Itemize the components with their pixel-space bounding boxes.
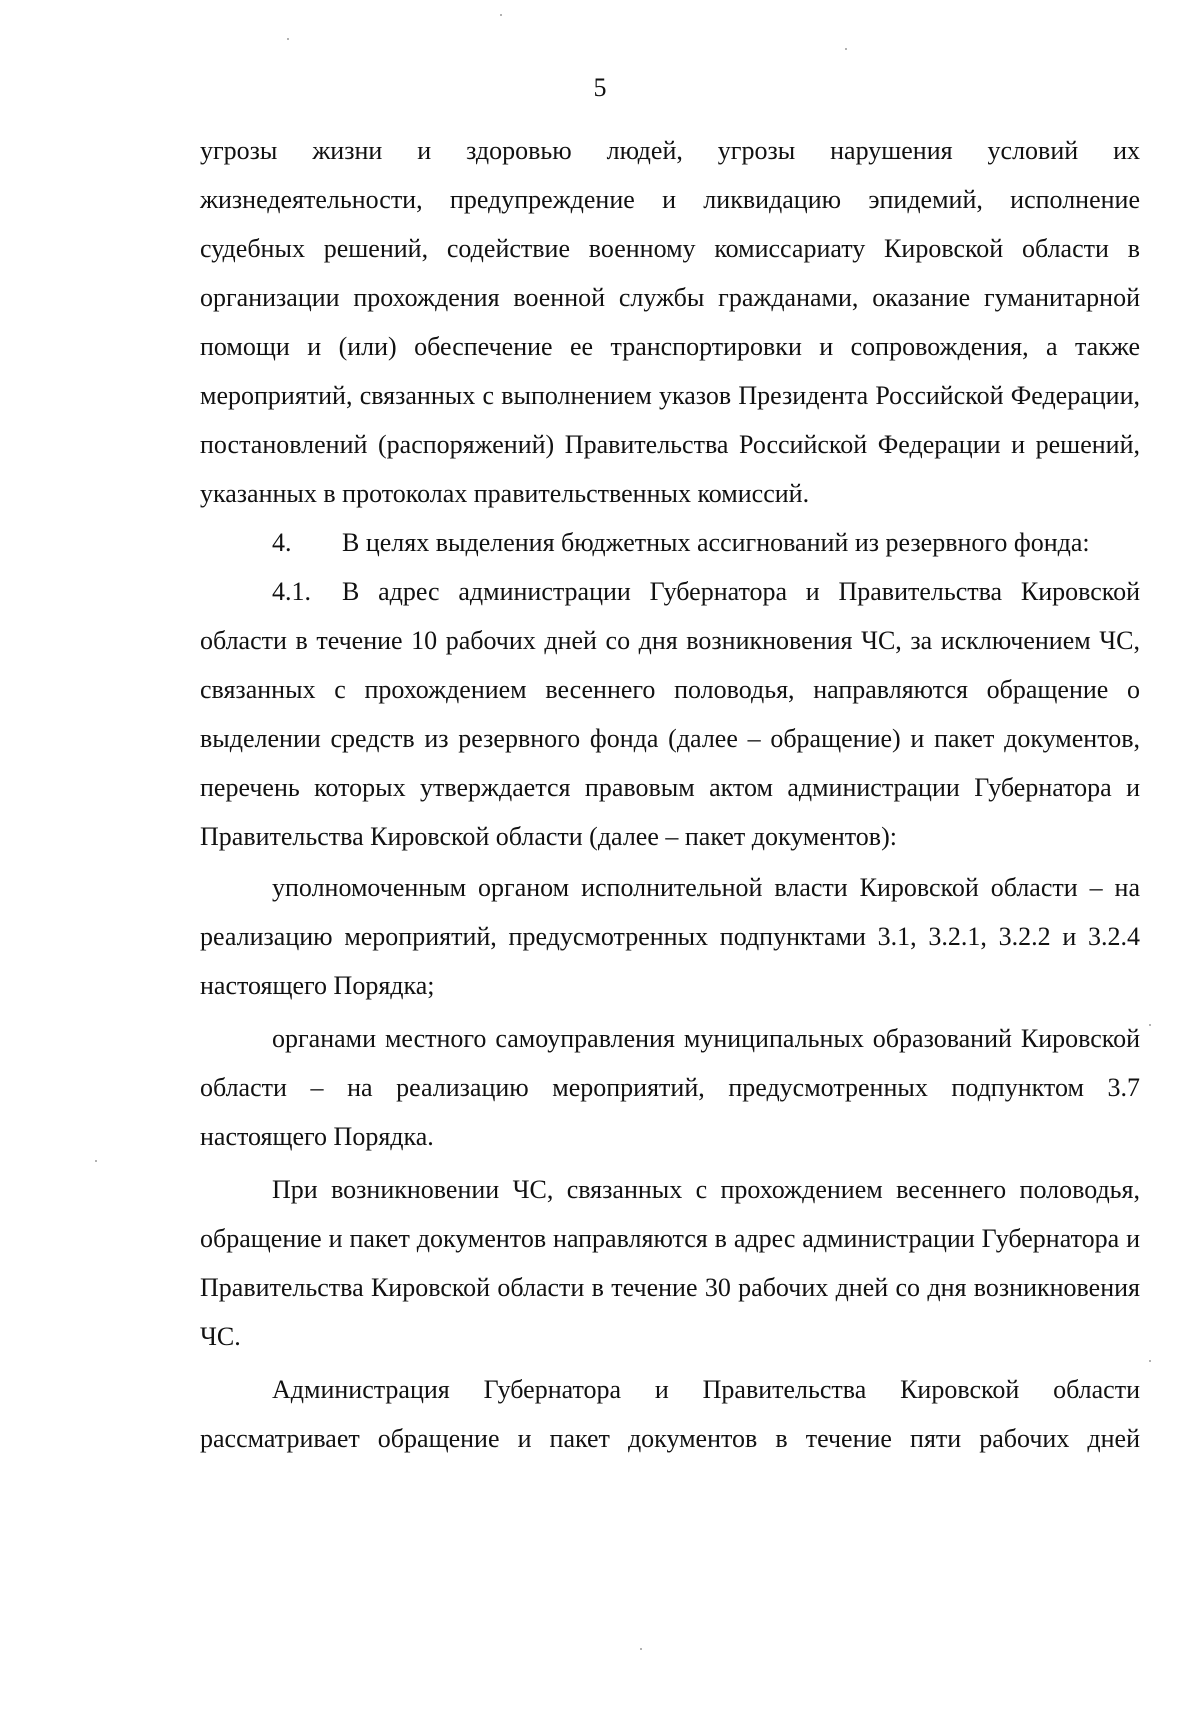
scan-speck: [95, 1160, 97, 1162]
scan-speck: [1149, 1360, 1151, 1362]
paragraph-administration-review: Администрация Губернатора и Правительства Кировской области рассматривает обращение и пакет документов в течение пяти рабочих дней: [200, 1375, 1140, 1453]
paragraph-item-4: [200, 518, 1140, 567]
scan-speck: [500, 14, 502, 16]
item-text: В целях выделения бюджетных ассигнований из резервного фонда:: [342, 528, 1090, 557]
paragraph-continuation: угрозы жизни и здоровью людей, угрозы нарушения условий их жизнедеятельности, предупреждение и ликвидацию эпидемий, исполнение судебных решений, содействие военному комиссариату Кировской области в организации прохождения военной службы гражданами, оказание гуманитарной помощи и (или) обеспечение ее транспортировки и сопровождения, а также мероприятий, связанных с выполнением указов Президента Российской Федерации, постановлений (распоряжений) Правительства Российской Федерации и решений, указанных в протоколах правительственных комиссий.: [200, 136, 1140, 508]
item-text: В адрес администрации Губернатора и Правительства Кировской области в течение 10 рабочих дней со дня возникновения ЧС, за исключением ЧС, связанных с прохождением весеннего половодья, направляются обращение о выделении средств из резервного фонда (далее – обращение) и пакет документов, перечень которых утверждается правовым актом администрации Губернатора и Правительства Кировской области (далее – пакет документов):: [200, 577, 1140, 851]
scan-speck: [1149, 1024, 1151, 1026]
paragraph-local-government: органами местного самоуправления муниципальных образований Кировской области – на реализацию мероприятий, предусмотренных подпунктом 3.7 настоящего Порядка.: [200, 1024, 1140, 1151]
page-number: 5: [593, 73, 607, 102]
scan-speck: [845, 48, 847, 50]
item-number: 4.: [272, 528, 292, 557]
document-body: [200, 126, 1140, 1463]
item-number: 4.1.: [272, 577, 311, 606]
paragraph-authorized-body: уполномоченным органом исполнительной власти Кировской области – на реализацию мероприятий, предусмотренных подпунктами 3.1, 3.2.1, 3.2.2 и 3.2.4 настоящего Порядка;: [200, 873, 1140, 1000]
paragraph-item-4-1: [200, 567, 1140, 861]
scan-speck: [640, 1648, 642, 1650]
paragraph-spring-flood: При возникновении ЧС, связанных с прохождением весеннего половодья, обращение и пакет документов направляются в адрес администрации Губернатора и Правительства Кировской области в течение 30 рабочих дней со дня возникновения ЧС.: [200, 1175, 1140, 1351]
scan-speck: [287, 38, 289, 40]
